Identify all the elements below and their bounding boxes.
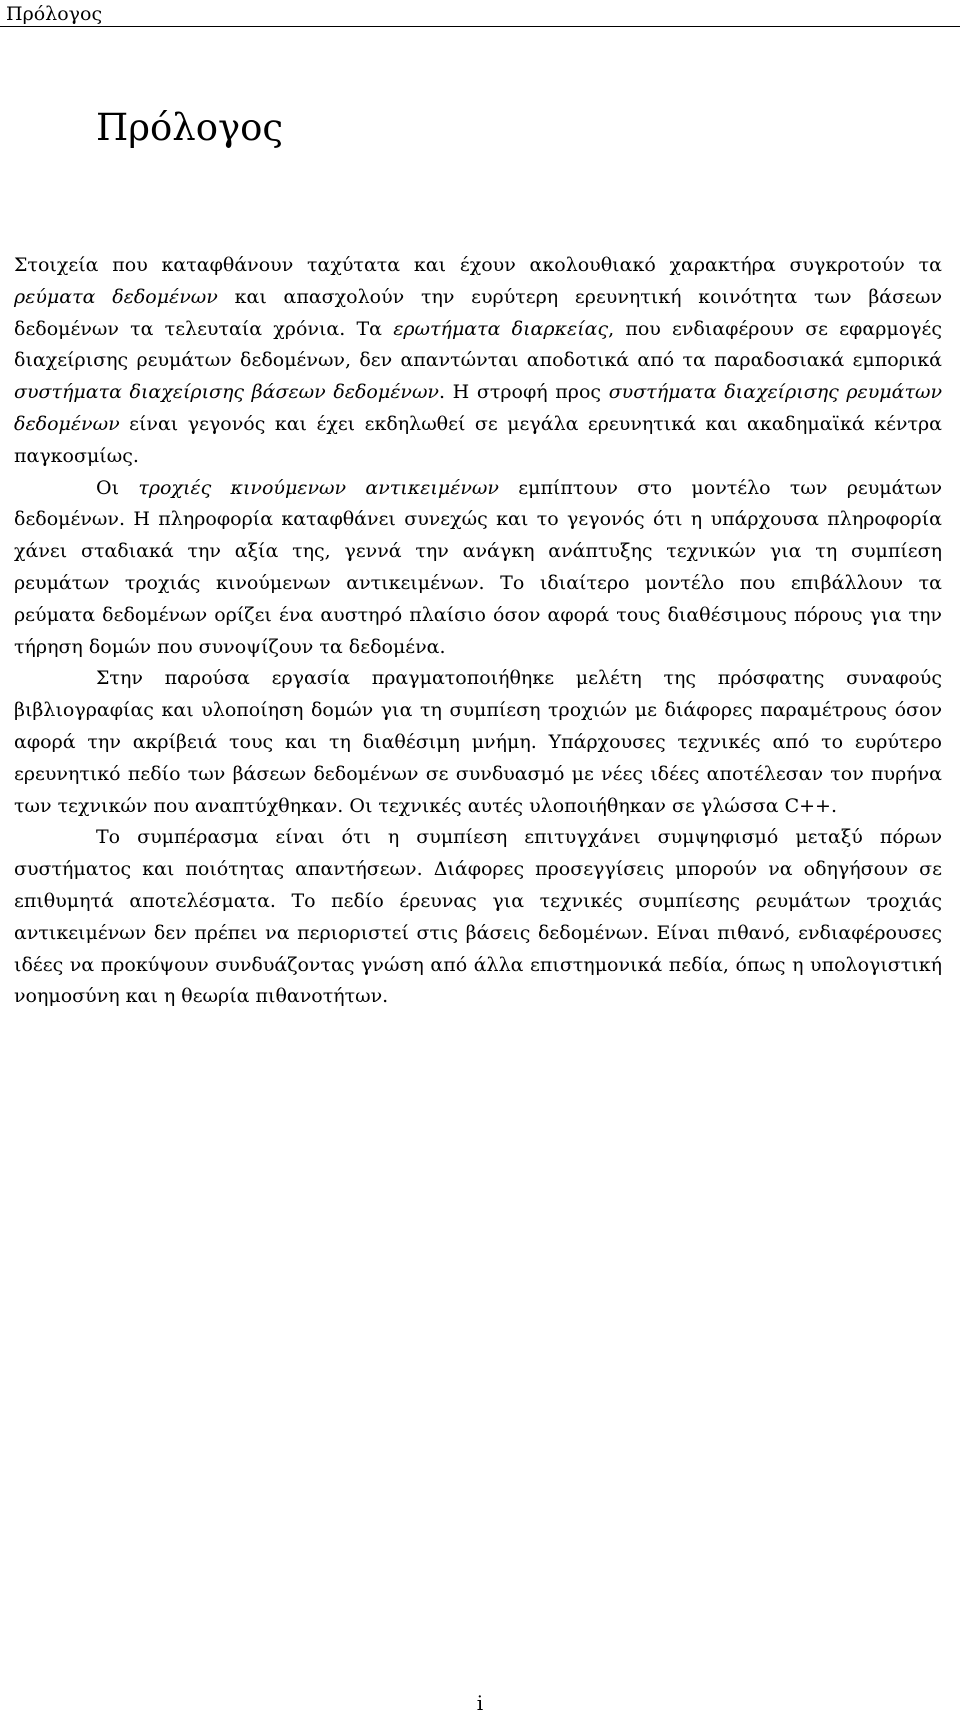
italic-term: συστήματα διαχείρισης βάσεων δεδομένων bbox=[14, 381, 439, 404]
text-run: και απασχολούν την ευρύτερη ερευνητική κοινότητα των βάσεων δεδομένων τα τελευταία χρόνια. Τα bbox=[14, 285, 942, 340]
header-rule bbox=[0, 26, 960, 27]
italic-term: ερωτήματα διαρκείας bbox=[393, 317, 609, 340]
chapter-title: Πρόλογος bbox=[96, 106, 284, 149]
text-run: εμπίπτουν στο μοντέλο των ρευμάτων δεδομένων. Η πληροφορία καταφθάνει συνεχώς και το γεγονός ότι η υπάρχουσα πληροφορία χάνει σταδιακά την αξία της, γεννά την ανάγκη ανάπτυξης τεχνικών για τη συμπίεση ρευμάτων τροχιάς κινούμενων αντικειμένων. Το ιδιαίτερο μοντέλο που επιβάλλουν τα ρεύματα δεδομένων ορίζει ένα αυστηρό πλαίσιο όσον αφορά τους διαθέσιμους πόρους για την τήρηση δομών που συνοψίζουν τα δεδομένα. bbox=[14, 476, 942, 658]
text-run: Οι bbox=[96, 476, 139, 499]
text-run: είναι γεγονός και έχει εκδηλωθεί σε μεγάλα ερευνητικά και ακαδημαϊκά κέντρα παγκοσμίως. bbox=[14, 412, 942, 467]
paragraph-4 bbox=[14, 822, 942, 1013]
italic-term: συστήματα διαχείρισης ρευμάτων δεδομένων bbox=[14, 381, 943, 435]
body-text bbox=[14, 250, 942, 1013]
text-run: Στοιχεία που καταφθάνουν ταχύτατα και έχουν ακολουθιακό χαρακτήρα συγκροτούν τα bbox=[14, 254, 942, 276]
page-number: i bbox=[476, 1691, 484, 1715]
text-run: . Η στροφή προς bbox=[439, 381, 609, 404]
paragraph-1 bbox=[14, 250, 942, 473]
paragraph-2 bbox=[14, 473, 942, 664]
text-run: , που ενδιαφέρουν σε εφαρμογές διαχείρισης ρευμάτων δεδομένων, δεν απαντώνται αποδοτικά από τα παραδοσιακά εμπορικά bbox=[14, 317, 942, 372]
text-run: Το συμπέρασμα είναι ότι η συμπίεση επιτυγχάνει συμψηφισμό μεταξύ πόρων συστήματος και ποιότητας απαντήσεων. Διάφορες προσεγγίσεις μπορούν να οδηγήσουν σε επιθυμητά αποτελέσματα. Το πεδίο έρευνας για τεχνικές συμπίεσης ρευμάτων τροχιάς αντικειμένων δεν πρέπει να περιοριστεί στις βάσεις δεδομένων. Είναι πιθανό, ενδιαφέρουσες ιδέες να προκύψουν συνδυάζοντας γνώση από άλλα επιστημονικά πεδία, όπως η υπολογιστική νοημοσύνη και η θεωρία πιθανοτήτων. bbox=[14, 826, 942, 1008]
running-header-title: Πρόλογος bbox=[6, 3, 103, 25]
text-run: Στην παρούσα εργασία πραγματοποιήθηκε μελέτη της πρόσφατης συναφούς βιβλιογραφίας και υλοποίηση δομών για τη συμπίεση τροχιών με διάφορες παραμέτρους όσον αφορά την ακρίβειά τους και τη διαθέσιμη μνήμη. Υπάρχουσες τεχνικές από το ευρύτερο ερευνητικό πεδίο των βάσεων δεδομένων σε συνδυασμό με νέες ιδέες αποτέλεσαν τον πυρήνα των τεχνικών που αναπτύχθηκαν. Οι τεχνικές αυτές υλοποιήθηκαν σε γλώσσα C++. bbox=[14, 667, 942, 817]
italic-term: ρεύματα δεδομένων bbox=[14, 285, 218, 308]
paragraph-3 bbox=[14, 663, 942, 822]
italic-term: τροχιές κινούμενων αντικειμένων bbox=[138, 476, 499, 499]
